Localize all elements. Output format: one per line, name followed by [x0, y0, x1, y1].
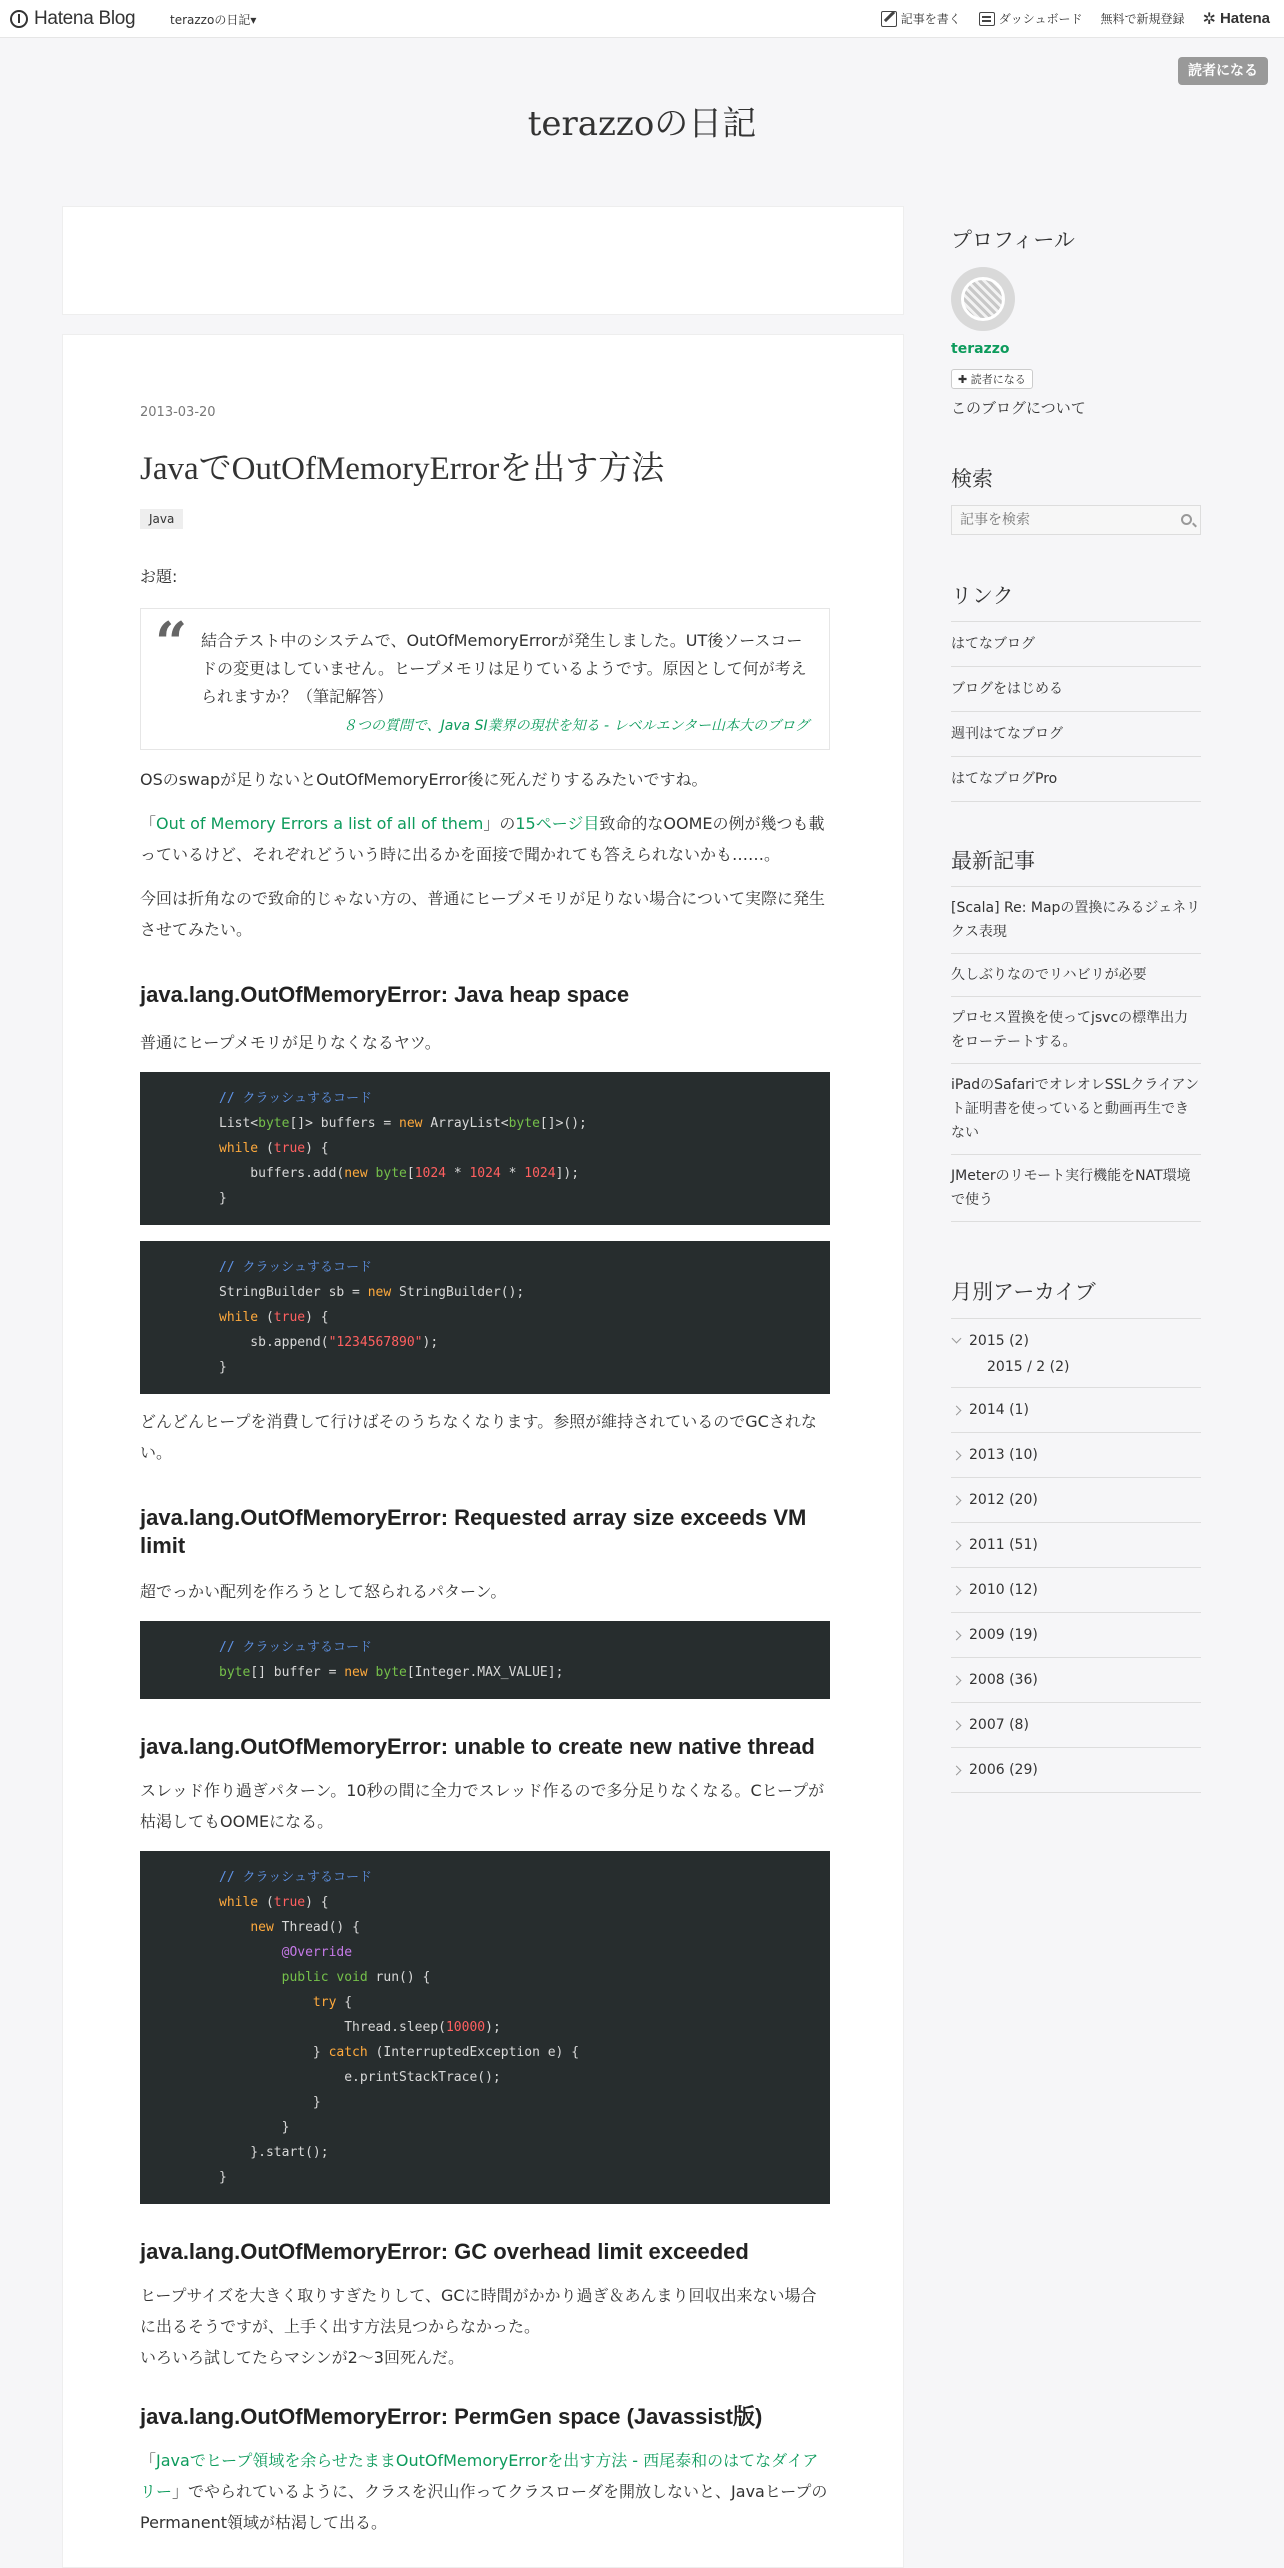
code-block-array: // クラッシュするコード byte[] buffer = new byte[Integer.MAX_VALUE];: [140, 1621, 830, 1699]
links-title: リンク: [951, 584, 1014, 608]
dashboard-link[interactable]: [979, 10, 1083, 27]
text-fragment: 」の: [483, 814, 516, 833]
archive-year-label: 2013 (10): [969, 1447, 1038, 1463]
archive-month-item[interactable]: 2015 / 2 (2): [987, 1359, 1070, 1375]
recent-title: 最新記事: [951, 849, 1035, 873]
recent-item[interactable]: 久しぶりなのでリハビリが必要: [951, 954, 1201, 997]
paragraph-array: 超でっかい配列を作ろうとして怒られるパターン。: [140, 1582, 507, 1601]
link-item-hatena-blog[interactable]: はてなブログ: [951, 622, 1201, 667]
heading-gc-overhead: java.lang.OutOfMemoryError: GC overhead limit exceeded: [140, 2239, 749, 2264]
recent-list: [951, 886, 1201, 1222]
paragraph-heap: 普通にヒープメモリが足りなくなるヤツ。: [140, 1033, 441, 1052]
chevron-right-icon: [952, 1541, 962, 1551]
paragraph-gc-2: いろいろ試してたらマシンが2〜3回死んだ。: [140, 2348, 464, 2367]
archive-year[interactable]: [951, 1478, 1201, 1523]
archive-list: [951, 1318, 1201, 1793]
archive-year[interactable]: [951, 1658, 1201, 1703]
code-comment: // クラッシュするコード: [219, 1091, 372, 1106]
page-15-link[interactable]: 15ページ目: [515, 814, 600, 833]
code-block-heap-1: // クラッシュするコード List<byte[]> buffers = new ArrayList<byte[]>(); while (true) { buffers.add(new byte[1024 * 1024 * 1024]); }: [140, 1072, 830, 1225]
archive-year-label: 2014 (1): [969, 1402, 1029, 1418]
chevron-right-icon: [952, 1406, 962, 1416]
entry-title[interactable]: JavaでOutOfMemoryErrorを出す方法: [140, 451, 665, 487]
archive-year-label: 2010 (12): [969, 1582, 1038, 1598]
signup-link[interactable]: 無料で新規登録: [1100, 12, 1185, 26]
top-bar: [0, 0, 1284, 38]
dashboard-icon: [979, 12, 995, 26]
chevron-right-icon: [952, 1676, 962, 1686]
links-list: [951, 621, 1201, 802]
entry-date[interactable]: 2013-03-20: [140, 405, 216, 420]
hatena-label: Hatena: [1219, 10, 1270, 27]
follow-label: 読者になる: [970, 373, 1026, 386]
heading-array-size: java.lang.OutOfMemoryError: Requested array size exceeds VM limit: [140, 1505, 807, 1558]
pen-icon: [881, 11, 897, 27]
entry-article: [62, 334, 904, 2568]
write-label: 記事を書く: [900, 12, 961, 26]
code-block-thread: // クラッシュするコード while (true) { new Thread() { @Override public void run() { try { Thread.sleep(10000); } catch (InterruptedException e) { e.printStackTrace(); } } }.start(); }: [140, 1851, 830, 2204]
code-block-heap-2: // クラッシュするコード StringBuilder sb = new StringBuilder(); while (true) { sb.append("1234567890"); }: [140, 1241, 830, 1394]
about-blog-link[interactable]: このブログについて: [951, 399, 1086, 417]
text-fragment: 」でやられているように、クラスを沢山作ってクラスローダを開放しないと、JavaヒープのPermanent領域が枯渇して出る。: [140, 2482, 828, 2532]
text-fragment: 「: [140, 814, 157, 833]
subscribe-button[interactable]: 読者になる: [1178, 57, 1268, 85]
text-fragment: 致命的なOOMEの例が幾つも載っているけど、それぞれどういう時に出るかを面接で聞かれても答えられないかも……。: [140, 814, 825, 864]
avatar-image: [961, 277, 1005, 321]
archive-year[interactable]: [951, 1433, 1201, 1478]
paragraph-intro: 今回は折角なので致命的じゃない方の、普通にヒープメモリが足りない場合について実際に発生させてみたい。: [140, 889, 825, 939]
archive-year-label: 2012 (20): [969, 1492, 1038, 1508]
archive-year[interactable]: [951, 1388, 1201, 1433]
archive-year-label: 2015 (2): [969, 1333, 1029, 1349]
code-comment: // クラッシュするコード: [219, 1640, 372, 1655]
profile-avatar[interactable]: [951, 267, 1015, 331]
quote-mark-icon: “: [155, 610, 188, 676]
archive-year-label: 2008 (36): [969, 1672, 1038, 1688]
logo-text: Hatena Blog: [34, 8, 136, 29]
hatena-logo-icon: [10, 10, 28, 28]
blog-menu[interactable]: terazzoの日記▾: [170, 13, 257, 27]
recent-item[interactable]: iPadのSafariでオレオレSSLクライアント証明書を使っていると動画再生できない: [951, 1064, 1201, 1155]
recent-item[interactable]: JMeterのリモート実行機能をNAT環境で使う: [951, 1155, 1201, 1222]
chevron-right-icon: [952, 1496, 962, 1506]
chevron-right-icon: [952, 1631, 962, 1641]
hatena-menu[interactable]: [1203, 9, 1270, 28]
quote-text: 結合テスト中のシステムで、OutOfMemoryErrorが発生しました。UT後ソースコードの変更はしていません。ヒープメモリは足りているようです。原因として何が考えられますか？（筆記解答）: [201, 631, 807, 706]
archive-year-label: 2009 (19): [969, 1627, 1038, 1643]
search-icon[interactable]: [1181, 514, 1192, 525]
odai-label: お題:: [140, 567, 178, 586]
quote-cite-link[interactable]: ８つの質問で、Java SI業界の現状を知る - レベルエンター山本大のブログ: [342, 718, 809, 734]
archive-year[interactable]: [951, 1703, 1201, 1748]
archive-title: 月別アーカイブ: [951, 1280, 1096, 1304]
chevron-right-icon: [952, 1451, 962, 1461]
search-title: 検索: [951, 467, 993, 491]
search-box: [951, 505, 1201, 535]
profile-title: プロフィール: [951, 228, 1075, 252]
hatena-star-icon: ✲: [1202, 9, 1216, 28]
archive-year-label: 2006 (29): [969, 1762, 1038, 1778]
chevron-right-icon: [952, 1766, 962, 1776]
top-bar-actions: [881, 9, 1270, 28]
heading-native-thread: java.lang.OutOfMemoryError: unable to create new native thread: [140, 1734, 815, 1759]
archive-year[interactable]: [951, 1613, 1201, 1658]
hatena-blog-logo[interactable]: [10, 8, 135, 30]
heading-permgen: java.lang.OutOfMemoryError: PermGen space (Javassist版): [140, 2404, 763, 2429]
recent-item[interactable]: プロセス置換を使ってjsvcの標準出力をローテートする。: [951, 997, 1201, 1064]
dashboard-label: ダッシュボード: [998, 12, 1083, 26]
link-item-pro[interactable]: はてなブログPro: [951, 757, 1201, 802]
heading-heap-space: java.lang.OutOfMemoryError: Java heap space: [140, 982, 630, 1007]
search-input[interactable]: [960, 512, 1160, 528]
archive-year[interactable]: [951, 1568, 1201, 1613]
ad-area: [62, 206, 904, 315]
paragraph-heap-2: どんどんヒープを消費して行けばそのうちなくなります。参照が維持されているのでGCされない。: [140, 1412, 817, 1462]
chevron-right-icon: [952, 1721, 962, 1731]
archive-year[interactable]: [951, 1523, 1201, 1568]
link-item-start-blog[interactable]: ブログをはじめる: [951, 667, 1201, 712]
nishio-diary-link[interactable]: Javaでヒープ領域を余らせたままOutOfMemoryErrorを出す方法 - 西尾泰和のはてなダイアリー: [140, 2451, 819, 2501]
recent-item[interactable]: [Scala] Re: Mapの置換にみるジェネリクス表現: [951, 887, 1201, 954]
follow-button-label: ✚ 読者になる: [951, 369, 1033, 389]
code-comment: // クラッシュするコード: [219, 1870, 372, 1885]
profile-username[interactable]: terazzo: [951, 341, 1010, 357]
entry-content: [140, 405, 830, 2538]
category-tag[interactable]: Java: [140, 509, 183, 529]
write-entry-link[interactable]: [881, 10, 961, 27]
paragraph-swap: OSのswapが足りないとOutOfMemoryError後に死んだりするみたいですね。: [140, 770, 708, 789]
blog-title[interactable]: terazzoの日記: [527, 104, 757, 144]
archive-year-label: 2007 (8): [969, 1717, 1029, 1733]
oome-list-link[interactable]: Out of Memory Errors a list of all of them: [156, 814, 484, 833]
archive-year[interactable]: [951, 1748, 1201, 1793]
archive-year-label: 2011 (51): [969, 1537, 1038, 1553]
text-fragment: 「: [140, 2451, 157, 2470]
blockquote: [140, 608, 830, 750]
chevron-down-icon: [952, 1334, 962, 1344]
paragraph-oome-list: [140, 808, 830, 870]
chevron-right-icon: [952, 1586, 962, 1596]
link-item-weekly[interactable]: 週刊はてなブログ: [951, 712, 1201, 757]
paragraph-gc-1: ヒープサイズを大きく取りすぎたりして、GCに時間がかかり過ぎ＆あんまり回収出来ない場合に出るそうですが、上手く出す方法見つからなかった。: [140, 2286, 817, 2336]
paragraph-thread: スレッド作り過ぎパターン。10秒の間に全力でスレッド作るので多分足りなくなる。Cヒープが枯渇してもOOMEになる。: [140, 1781, 825, 1831]
profile-follow-button[interactable]: [951, 368, 1033, 389]
paragraph-permgen: [140, 2445, 830, 2538]
archive-year-open[interactable]: [951, 1319, 1201, 1388]
code-comment: // クラッシュするコード: [219, 1260, 372, 1275]
